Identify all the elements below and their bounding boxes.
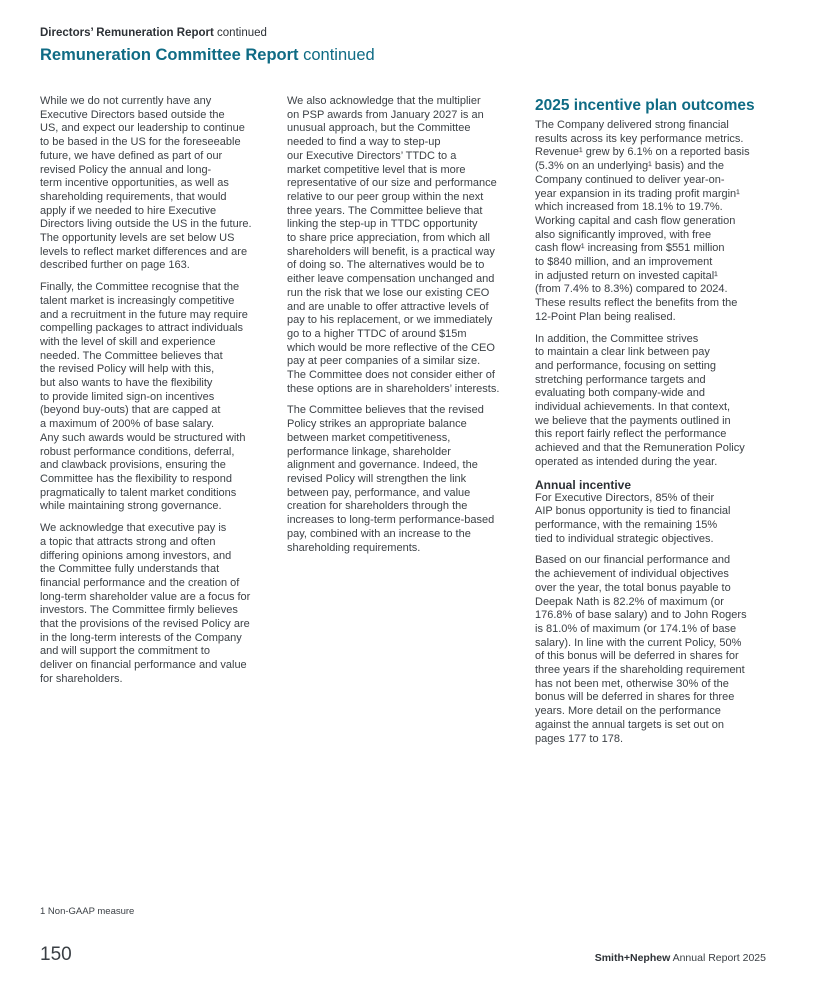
paragraph: The Committee believes that the revised Policy strikes an appropriate balance between market competitiveness, performance linkage, shareholder alignment and governance. Indeed, the revised Policy will strengthen the link between pay, performance, and value creation for shareholders through the increases to long-term performance-based pay, combined with an increase to the shareholding requirements. [287, 404, 495, 554]
column-middle [287, 95, 519, 563]
running-header [40, 27, 267, 39]
paragraph: For Executive Directors, 85% of their AIP bonus opportunity is tied to financial performance, with the remaining 15% tied to individual strategic objectives. [535, 491, 731, 545]
section-heading: 2025 incentive plan outcomes [535, 97, 755, 114]
page-number: 150 [40, 944, 72, 965]
paragraph: The Company delivered strong financial results across its key performance metrics. Revenue¹ grew by 6.1% on a reported basis (5.3% on an underlying¹ basis) and the Company continued to deliver year-on- year expansion in its trading profit margin¹ which increased from 18.1% to 19.7%. Working capital and cash flow generation also significantly improved, with free cash flow¹ increasing from $551 million to $840 million, and an improvement in adjusted return on invested capital¹ (from 7.4% to 8.3%) compared to 2024. These results reflect the benefits from the 12-Point Plan being realised. [535, 119, 750, 323]
paragraph: In addition, the Committee strives to maintain a clear link between pay and performance, focusing on setting stretching performance targets and evaluating both company-wide and individual achievements. In that context, we believe that the payments outlined in this report fairly reflect the performance achieved and that the Remuneration Policy operated as intended during the year. [535, 332, 745, 468]
page-title [40, 46, 375, 65]
section-title: Directors’ Remuneration Report [40, 27, 214, 39]
footnote: 1 Non-GAAP measure [40, 906, 135, 917]
page-title-suffix: continued [298, 46, 375, 64]
page-title-main: Remuneration Committee Report [40, 46, 299, 64]
paragraph: Based on our financial performance and the achievement of individual objectives over the year, the total bonus payable to Deepak Nath is 82.2% of maximum (or 176.8% of base salary) and to John Rogers is 81.0% of maximum (or 174.1% of base salary). In line with the current Policy, 50% of this bonus will be deferred in shares for three years if the shareholding requirement has not been met, otherwise 30% of the bonus will be deferred in shares for three years. More detail on the performance against the annual targets is set out on pages 177 to 178. [535, 554, 747, 745]
paragraph: While we do not currently have any Executive Directors based outside the US, and expect our leadership to continue to be based in the US for the foreseeable future, we have defined as part of our revised Policy the annual and long- term incentive opportunities, as well as shareholding requirements, that would apply if we needed to hire Executive Directors living outside the US in the future. The opportunity levels are set below US levels to reflect market differences and are described further on page 163. [40, 95, 252, 272]
paragraph: We also acknowledge that the multiplier on PSP awards from January 2027 is an unusual approach, but the Committee needed to find a way to step-up our Executive Directors’ TTDC to a market competitive level that is more representative of our size and performance relative to our peer group within the next three years. The Committee believe that linking the step-up in TTDC opportunity to share price appreciation, from which all shareholders will benefit, is a practical way of doing so. The alternatives would be to either leave compensation unchanged and run the risk that we lose our existing CEO and are unable to offer attractive levels of pay to his replacement, or we immediately go to a higher TTDC of around $15m which would be more reflective of the CEO pay at peer companies of a similar size. The Committee does not consider either of these options are in shareholders’ interests. [287, 95, 500, 395]
report-name: Annual Report 2025 [670, 952, 766, 964]
subsection-heading: Annual incentive [535, 477, 632, 492]
footer-brand [595, 952, 766, 964]
paragraph: We acknowledge that executive pay is a topic that attracts strong and often differing opinions among investors, and the Committee fully understands that financial performance and the creation of long-term shareholder value are a focus for investors. The Committee firmly believes that the provisions of the revised Policy are in the long-term interests of the Company and will support the commitment to deliver on financial performance and value for shareholders. [40, 522, 251, 685]
column-left [40, 95, 272, 695]
section-suffix: continued [213, 27, 267, 39]
brand-name: Smith+Nephew [594, 952, 671, 964]
paragraph: Finally, the Committee recognise that the talent market is increasingly competitive and a recruitment in the future may require compelling packages to attract individuals with the level of skill and experience needed. The Committee believes that the revised Policy will help with this, but also wants to have the flexibility to provide limited sign-on incentives (beyond buy-outs) that are capped at a maximum of 200% of base salary. Any such awards would be structured with robust performance conditions, deferral, and clawback provisions, ensuring the Committee has the flexibility to respond pragmatically to talent market conditions while maintaining strong governance. [40, 281, 248, 513]
column-right [535, 97, 767, 754]
